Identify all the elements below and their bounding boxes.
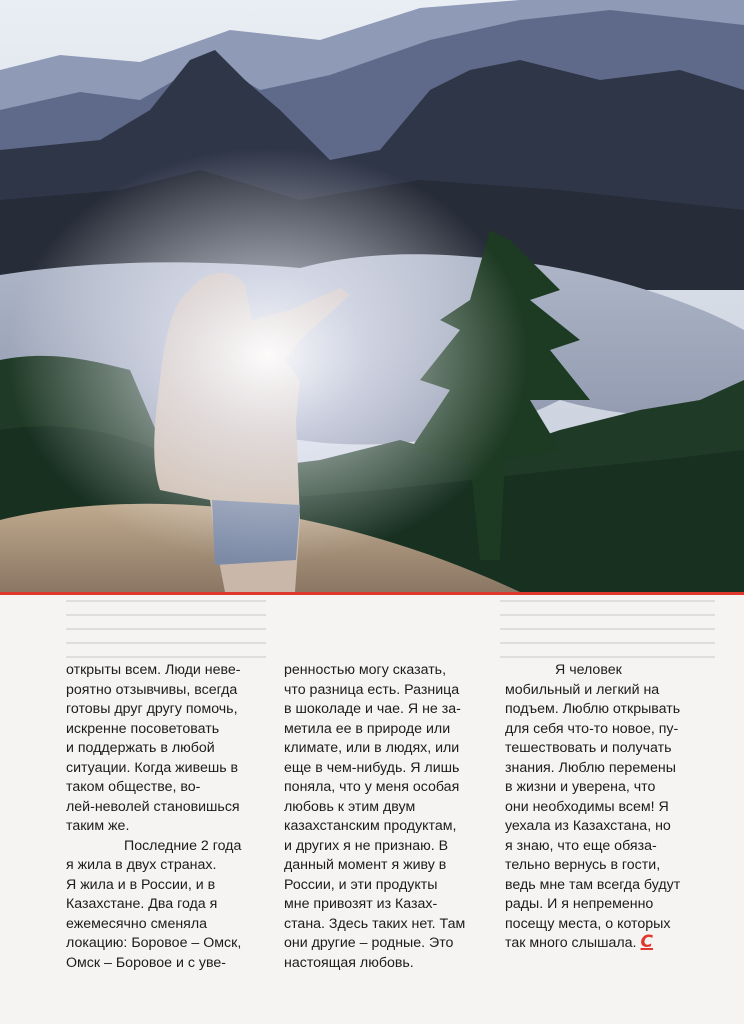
column-1-paragraph	[66, 661, 266, 973]
text-line: локацию: Боровое – Омск,	[66, 935, 242, 951]
text-line: настоящая любовь.	[284, 954, 414, 971]
text-line: и других я не признаю. В	[284, 837, 449, 854]
text-line: мобильный и легкий на	[505, 681, 660, 698]
text-line-content: так много слышала.	[505, 935, 637, 951]
text-line: данный момент я живу в	[284, 857, 447, 873]
text-column-3	[505, 661, 715, 954]
text-line: Последние 2 года	[124, 837, 242, 854]
text-line: искренне посоветовать	[66, 720, 220, 737]
text-column-1	[66, 661, 266, 973]
text-line: поняла, что у меня особая	[284, 779, 460, 795]
text-line: для себя что-то новое, пу-	[505, 720, 679, 737]
text-line: в жизни и уверена, что	[505, 779, 656, 795]
text-line: и поддержать в любой	[66, 740, 215, 756]
text-line: метила ее в природе или	[284, 720, 451, 737]
text-line	[505, 934, 715, 954]
bleed-through-text-right	[500, 600, 715, 670]
text-line: тешествовать и получать	[505, 740, 672, 756]
text-column-2	[284, 661, 490, 973]
text-line: ежемесячно сменяла	[66, 915, 208, 932]
end-of-article-mark: C	[640, 932, 653, 952]
text-line: еще в чем-нибудь. Я лишь	[284, 759, 460, 776]
text-line: ренностью могу сказать,	[284, 662, 447, 678]
column-2-paragraph	[284, 661, 490, 973]
text-line: уехала из Казахстана, но	[505, 818, 671, 834]
text-line: я знаю, что еще обяза-	[505, 837, 657, 854]
text-line: климате, или в людях, или	[284, 740, 460, 756]
text-line: Омск – Боровое и с уве-	[66, 954, 226, 971]
text-line: посещу места, о которых	[505, 915, 671, 932]
text-line: лей-неволей становишься	[66, 798, 240, 815]
text-line: открыты всем. Люди неве-	[66, 662, 241, 678]
text-line: любовь к этим двум	[284, 798, 416, 815]
text-line: ведь мне там всегда будут	[505, 876, 681, 893]
text-line: России, и эти продукты	[284, 876, 438, 893]
bleed-through-text	[66, 600, 266, 670]
text-line: готовы друг другу помочь,	[66, 701, 238, 717]
text-line: знания. Люблю перемены	[505, 759, 676, 776]
text-line: таком обществе, во-	[66, 779, 201, 795]
text-line: они необходимы всем! Я	[505, 798, 669, 815]
text-line: ситуации. Когда живешь в	[66, 759, 239, 776]
text-line: они другие – родные. Это	[284, 935, 454, 951]
column-3-paragraph	[505, 661, 715, 954]
text-line: подъем. Люблю открывать	[505, 701, 681, 717]
divider-red-line	[0, 592, 744, 595]
text-line: таким же.	[66, 818, 130, 834]
text-line: что разница есть. Разница	[284, 681, 460, 698]
text-line: тельно вернусь в гости,	[505, 857, 661, 873]
text-line: я жила в двух странах.	[66, 857, 217, 873]
text-line: роятно отзывчивы, всегда	[66, 681, 238, 698]
text-line: в шоколаде и чае. Я не за-	[284, 701, 461, 717]
text-line: Казахстане. Два года я	[66, 896, 218, 912]
text-line: стана. Здесь таких нет. Там	[284, 915, 466, 932]
text-line: мне привозят из Казах-	[284, 896, 438, 912]
text-line: рады. И я непременно	[505, 896, 654, 912]
text-line: Я человек	[555, 662, 622, 678]
text-line: Я жила и в России, и в	[66, 876, 216, 893]
text-line: казахстанским продуктам,	[284, 818, 457, 834]
